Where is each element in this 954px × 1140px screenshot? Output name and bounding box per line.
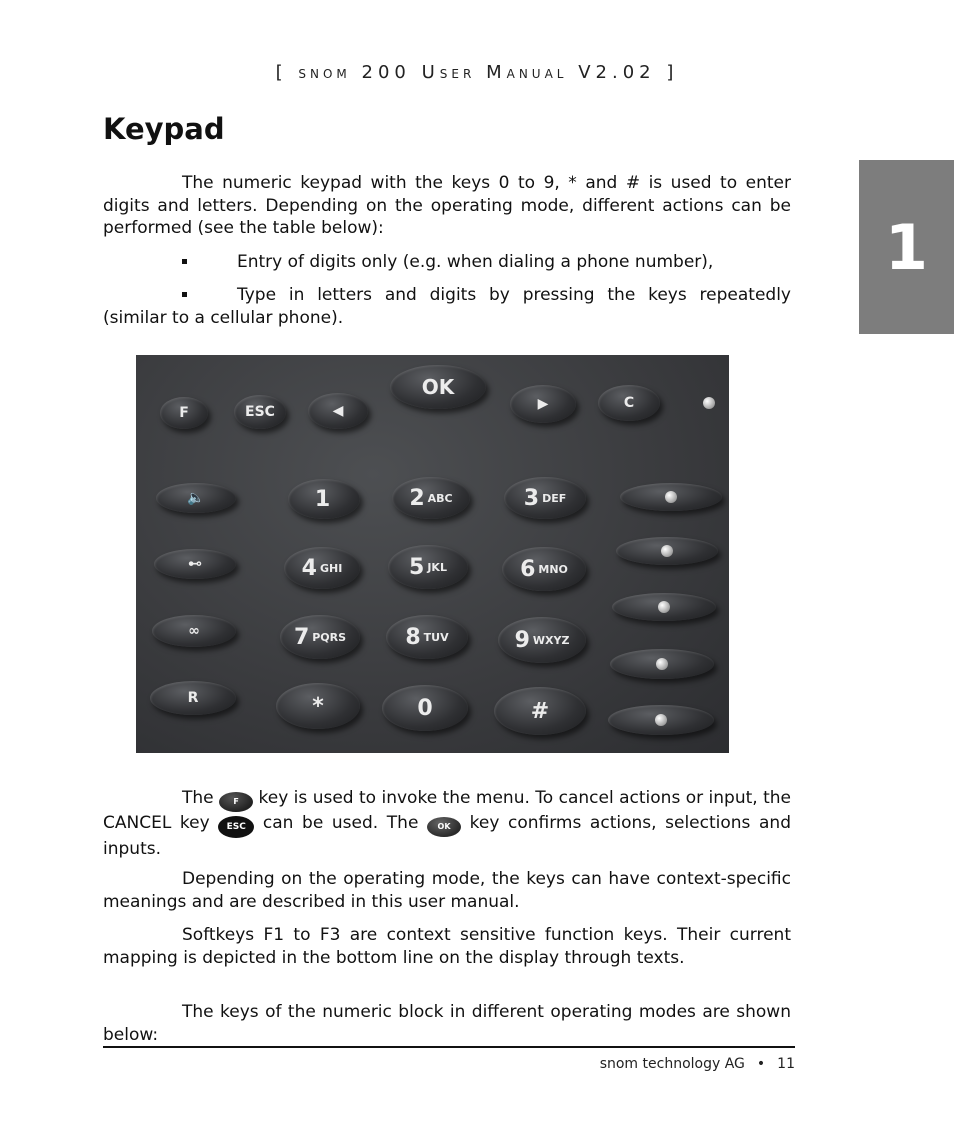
- header-version: V2.02: [578, 62, 656, 83]
- ok-key: OK: [390, 365, 486, 409]
- line-key: [616, 537, 718, 565]
- bullet-marker: [103, 251, 237, 274]
- bullet-text: Entry of digits only (e.g. when dialing a phone number),: [237, 252, 714, 272]
- led-icon: [658, 601, 670, 613]
- right-arrow-key: ▶: [510, 385, 576, 423]
- key-1: 1: [288, 479, 360, 519]
- keys-paragraph: The F key is used to invoke the menu. To cancel actions or input, the CANCEL key ESC can be used. The OK key confirms actions, selections and inputs.: [103, 788, 792, 859]
- page-title: Keypad: [103, 112, 225, 146]
- line-key: [610, 649, 714, 679]
- keypad-photo: [136, 355, 729, 753]
- led-icon: [656, 658, 668, 670]
- key-6: 6 MNO: [502, 547, 586, 591]
- softkeys-paragraph: Softkeys F1 to F3 are context sensitive function keys. Their current mapping is depicted in the bottom line on the display through texts.: [103, 925, 791, 968]
- numeric-paragraph: The keys of the numeric block in different operating modes are shown below:: [103, 1002, 791, 1045]
- line-key: [608, 705, 714, 735]
- bullet-item: [103, 284, 791, 329]
- ok-key-icon: OK: [427, 817, 461, 837]
- key-0: 0: [382, 685, 468, 731]
- bullet-text: Type in letters and digits by pressing the keys repeatedly (similar to a cellular phone).: [103, 285, 791, 328]
- header-model: 200: [361, 62, 411, 83]
- footer-bullet: •: [756, 1056, 766, 1072]
- f-key: F: [160, 397, 208, 429]
- line-key: [620, 483, 722, 511]
- transfer-icon: ⊷: [154, 549, 236, 579]
- key-3: 3 DEF: [504, 477, 586, 519]
- status-led-icon: [703, 397, 715, 409]
- bullet-marker: [103, 284, 237, 307]
- key-star: *: [276, 683, 360, 729]
- key-8: 8 TUV: [386, 615, 468, 659]
- header-brand: SNOM: [298, 67, 351, 81]
- running-header: [0, 62, 954, 83]
- key-9: 9 WXYZ: [498, 617, 586, 663]
- header-bracket-open: [: [275, 62, 288, 83]
- page-number: 11: [777, 1056, 795, 1072]
- esc-key-icon: ESC: [218, 816, 254, 838]
- conference-icon: ∞: [152, 615, 236, 647]
- key-4: 4 GHI: [284, 547, 360, 589]
- chapter-tab: [859, 160, 954, 334]
- intro-paragraph: The numeric keypad with the keys 0 to 9, * and # is used to enter digits and letters. Depending on the operating mode, different actions can be performed (see the table below):: [103, 173, 791, 238]
- c-key: C: [598, 385, 660, 421]
- header-bracket-close: ]: [666, 62, 679, 83]
- key-2: 2 ABC: [392, 477, 470, 519]
- esc-key: ESC: [234, 395, 286, 429]
- led-icon: [661, 545, 673, 557]
- header-word-manual: MANUAL: [486, 62, 568, 83]
- footer-rule: [103, 1046, 795, 1048]
- left-arrow-key: ◀: [308, 393, 368, 429]
- redial-key: R: [150, 681, 236, 715]
- key-5: 5 JKL: [388, 545, 468, 589]
- line-key: [612, 593, 716, 621]
- led-icon: [655, 714, 667, 726]
- context-paragraph: Depending on the operating mode, the keys can have context-specific meanings and are described in this user manual.: [103, 869, 791, 912]
- key-hash: #: [494, 687, 586, 735]
- key-7: 7 PQRS: [280, 615, 360, 659]
- header-word-user: USER: [421, 62, 476, 83]
- bullet-item: [103, 251, 791, 274]
- speaker-icon: 🔈: [156, 483, 236, 513]
- chapter-number: 1: [884, 210, 929, 284]
- f-key-icon: F: [219, 792, 253, 812]
- page-footer: [103, 1056, 795, 1072]
- footer-company: snom technology AG: [599, 1056, 745, 1072]
- led-icon: [665, 491, 677, 503]
